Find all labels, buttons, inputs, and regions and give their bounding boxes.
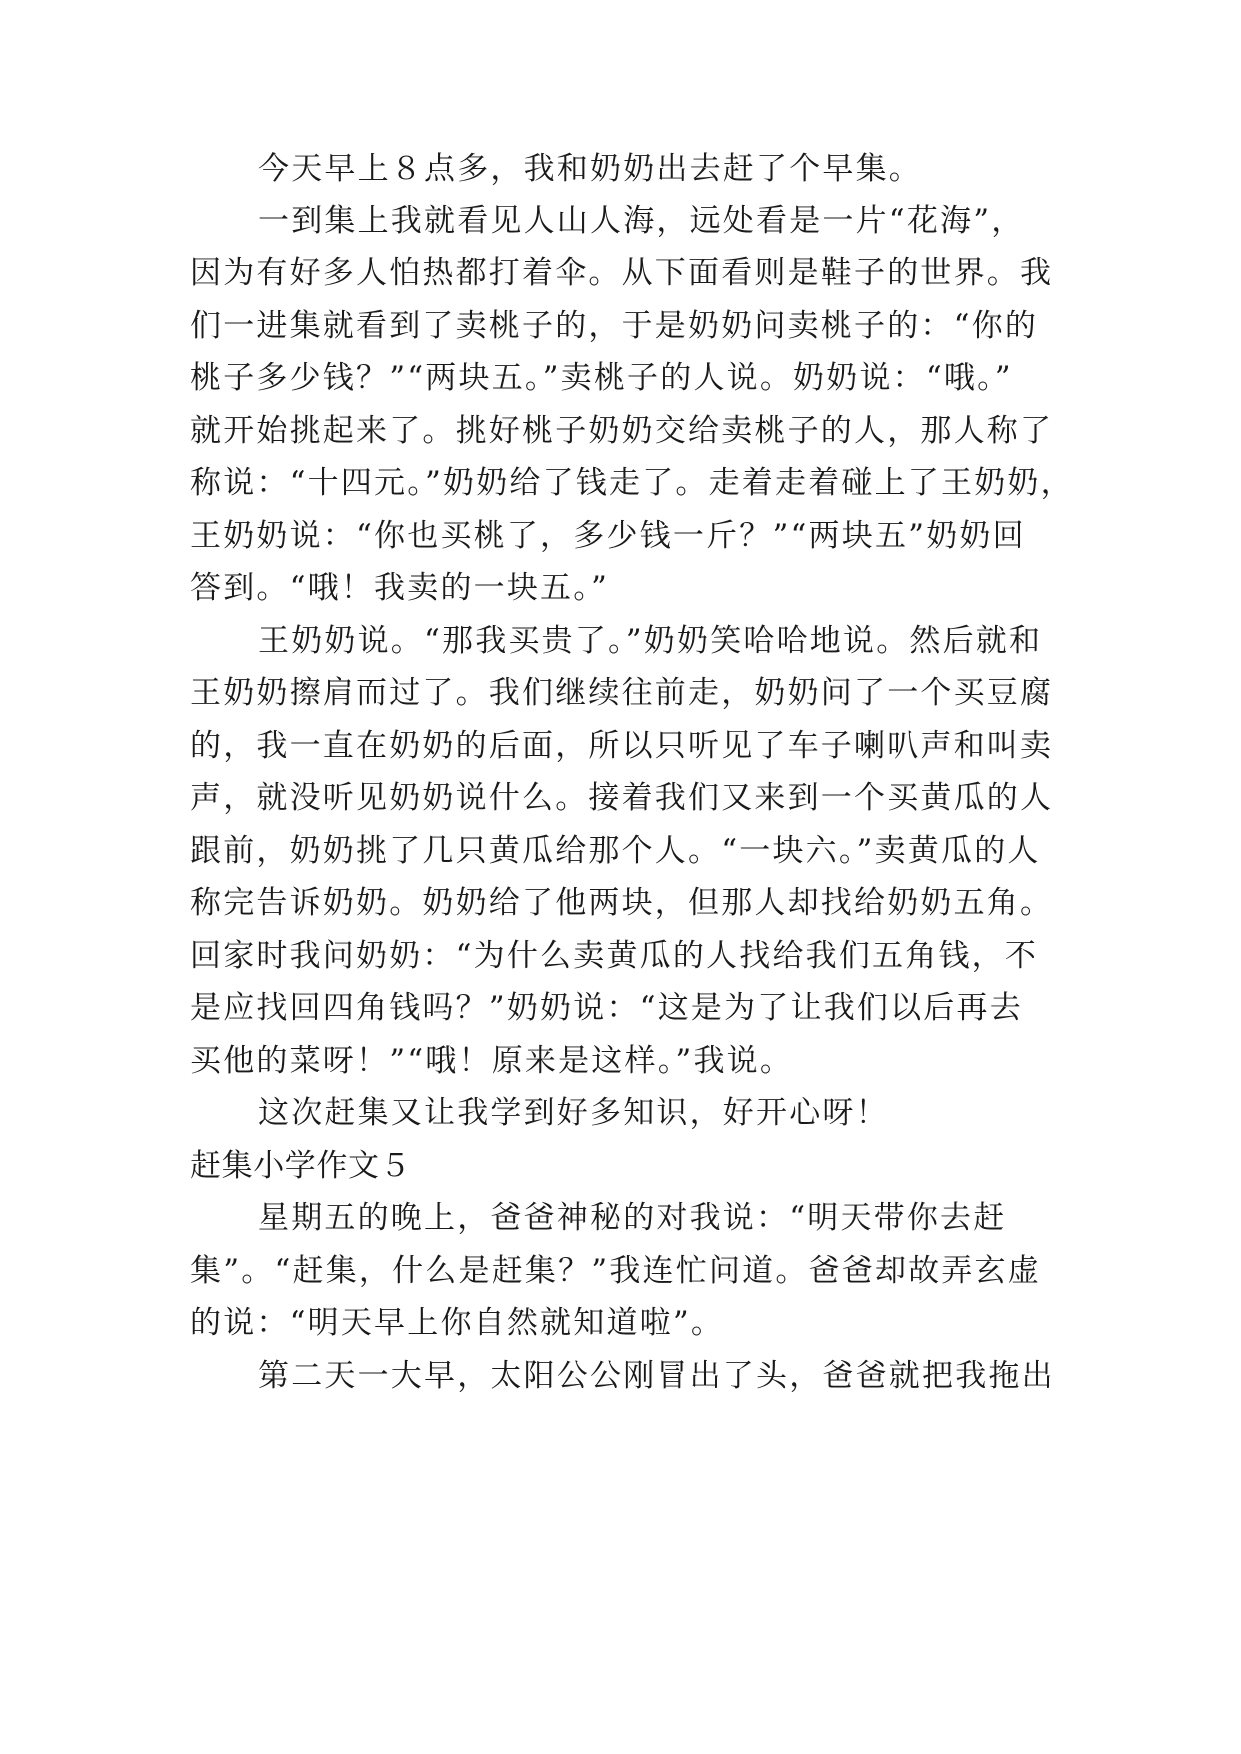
paragraph-2-line-7: 王奶奶说：“你也买桃了，多少钱一斤？”“两块五”奶奶回 <box>190 518 1026 554</box>
paragraph-3-line-4: 声，就没听见奶奶说什么。接着我们又来到一个买黄瓜的人 <box>190 780 1054 816</box>
paragraph-2-line-2: 因为有好多人怕热都打着伞。从下面看则是鞋子的世界。我 <box>190 255 1054 291</box>
paragraph-3-line-2: 王奶奶擦肩而过了。我们继续往前走，奶奶问了一个买豆腐 <box>190 675 1054 711</box>
paragraph-5-line-2: 集”。“赶集，什么是赶集？”我连忙问道。爸爸却故弄玄虚 <box>190 1253 1041 1289</box>
paragraph-5-line-3: 的说：“明天早上你自然就知道啦”。 <box>190 1305 725 1341</box>
paragraph-2-line-8: 答到。“哦！我卖的一块五。” <box>190 570 609 606</box>
paragraph-3-line-7: 回家时我问奶奶：“为什么卖黄瓜的人找给我们五角钱，不 <box>190 938 1039 974</box>
paragraph-3-line-8: 是应找回四角钱吗？”奶奶说：“这是为了让我们以后再去 <box>190 990 1023 1026</box>
paragraph-2-line-1: 一到集上我就看见人山人海，远处看是一片“花海”， <box>258 203 1025 239</box>
paragraph-4-line-1: 这次赶集又让我学到好多知识，好开心呀！ <box>258 1095 889 1131</box>
paragraph-1-line-1: 今天早上８点多，我和奶奶出去赶了个早集。 <box>258 151 922 187</box>
paragraph-3-line-6: 称完告诉奶奶。奶奶给了他两块，但那人却找给奶奶五角。 <box>190 885 1054 921</box>
paragraph-3-line-3: 的，我一直在奶奶的后面，所以只听见了车子喇叭声和叫卖 <box>190 728 1054 764</box>
paragraph-2-line-5: 就开始挑起来了。挑好桃子奶奶交给卖桃子的人，那人称了 <box>190 413 1054 449</box>
paragraph-3-line-5: 跟前，奶奶挑了几只黄瓜给那个人。“一块六。”卖黄瓜的人 <box>190 833 1041 869</box>
paragraph-2-line-4: 桃子多少钱？”“两块五。”卖桃子的人说。奶奶说：“哦。” <box>190 360 1013 396</box>
paragraph-2-line-3: 们一进集就看到了卖桃子的，于是奶奶问卖桃子的：“你的 <box>190 308 1039 344</box>
paragraph-5-line-1: 星期五的晚上，爸爸神秘的对我说：“明天带你去赶 <box>258 1200 1007 1236</box>
section-heading: 赶集小学作文５ <box>190 1148 412 1184</box>
paragraph-2-line-6: 称说：“十四元。”奶奶给了钱走了。走着走着碰上了王奶奶， <box>190 465 1074 501</box>
paragraph-6-line-1: 第二天一大早，太阳公公刚冒出了头，爸爸就把我拖出 <box>258 1358 1055 1394</box>
paragraph-3-line-1: 王奶奶说。“那我买贵了。”奶奶笑哈哈地说。然后就和 <box>258 623 1043 659</box>
paragraph-3-line-9: 买他的菜呀！”“哦！原来是这样。”我说。 <box>190 1043 794 1079</box>
